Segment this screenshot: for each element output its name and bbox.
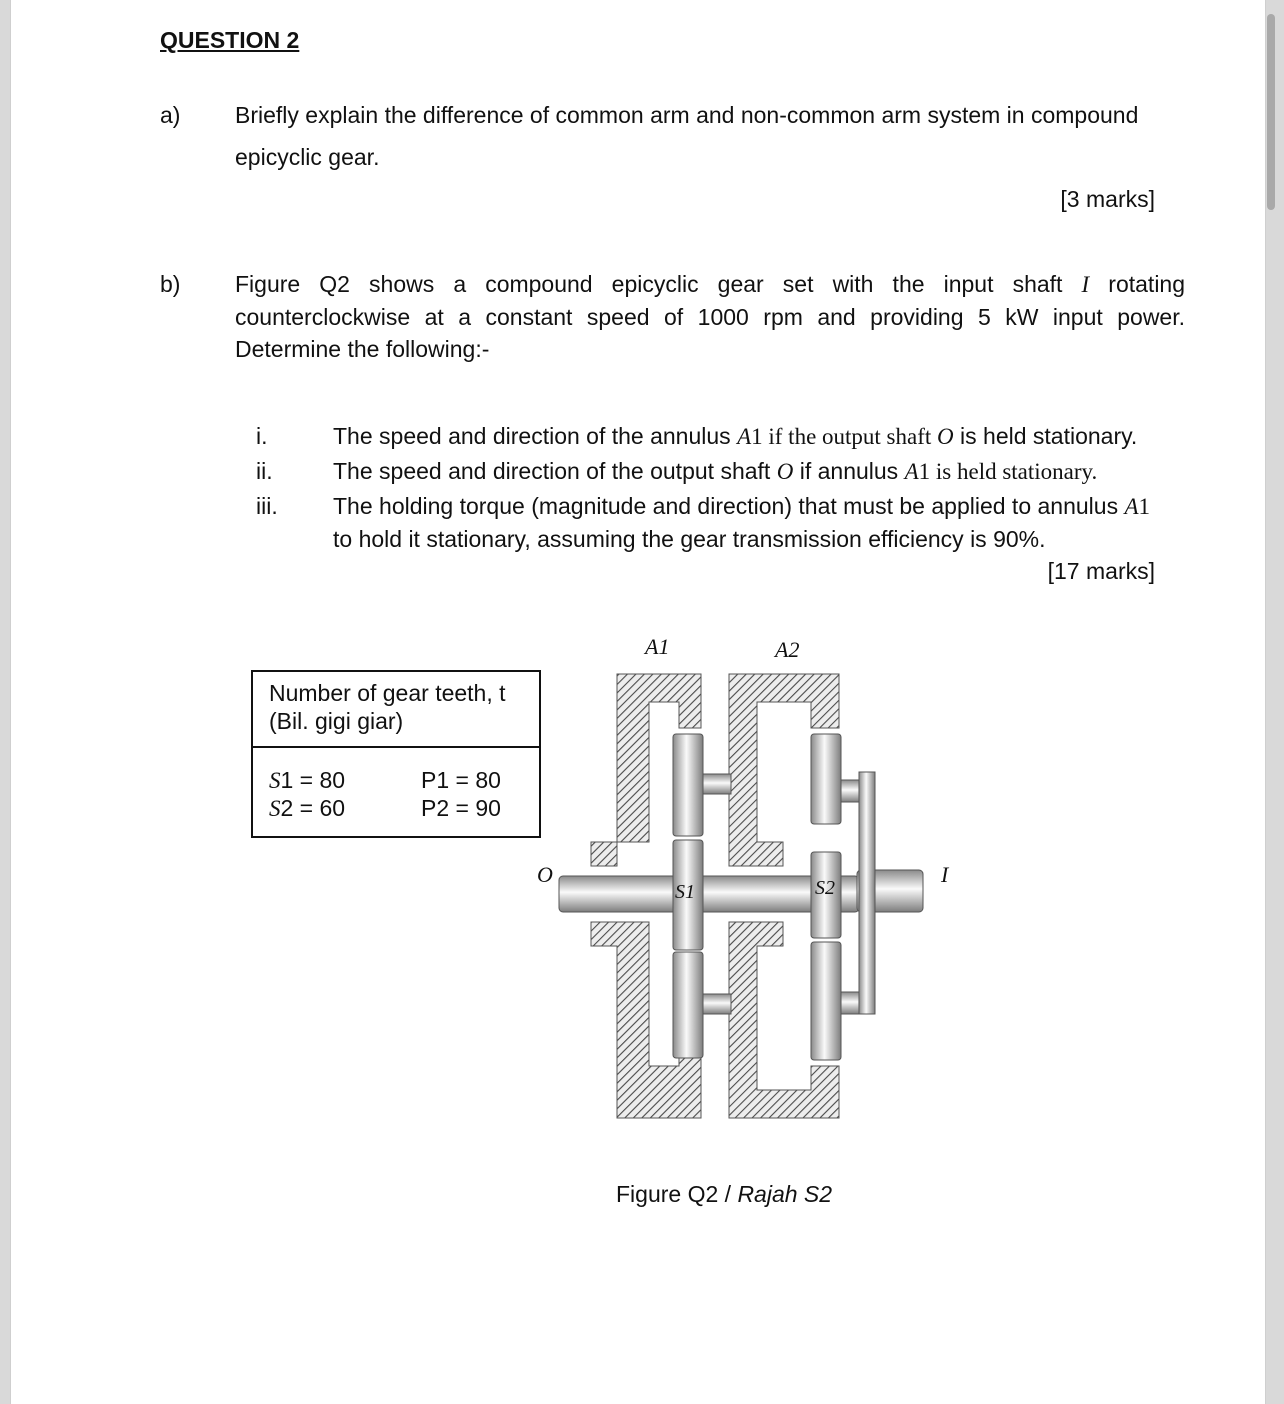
input-shaft-symbol: I bbox=[1081, 272, 1090, 297]
planet-pin-lower bbox=[701, 994, 731, 1014]
planet-p2-upper bbox=[811, 734, 841, 824]
planet-p1-upper bbox=[673, 734, 703, 836]
part-a-label: a) bbox=[160, 102, 181, 128]
item-iii-text-b: 1 bbox=[1138, 494, 1151, 519]
part-b-intro-text-1: Figure Q2 shows a compound epicyclic gear set with the input shaft bbox=[235, 271, 1063, 297]
item-i-text-a: The speed and direction of the annulus bbox=[333, 423, 738, 449]
item-ii-number: ii. bbox=[256, 458, 273, 484]
part-b-intro-text-2: rotating counterclockwise at a constant speed of 1000 rpm and providing 5 kW input power. Determine the following:- bbox=[235, 271, 1186, 362]
teeth-s1-symbol: S bbox=[269, 768, 281, 793]
part-b-label: b) bbox=[160, 271, 181, 297]
teeth-s1 bbox=[269, 766, 345, 795]
figure-caption-italic: Rajah S2 bbox=[737, 1181, 833, 1207]
label-o: O bbox=[537, 862, 553, 887]
scrollbar-thumb[interactable] bbox=[1267, 14, 1275, 210]
label-i: I bbox=[941, 862, 949, 887]
item-iii-text bbox=[333, 490, 1185, 555]
item-i-text-c: is held stationary. bbox=[953, 423, 1138, 449]
carrier-pin-upper bbox=[839, 780, 861, 802]
item-ii-text bbox=[333, 455, 1185, 488]
item-i-text bbox=[333, 420, 1185, 453]
part-b-marks: [17 marks] bbox=[1047, 558, 1155, 584]
label-s2: S2 bbox=[815, 877, 835, 899]
label-a1: A1 bbox=[645, 634, 670, 659]
gear-teeth-header-line1: Number of gear teeth, t bbox=[269, 680, 506, 706]
question-title: QUESTION 2 bbox=[160, 27, 300, 53]
item-ii-text-b: if annulus bbox=[793, 458, 905, 484]
gear-teeth-table-header bbox=[253, 672, 539, 748]
planet-p2-lower bbox=[811, 942, 841, 1060]
item-iii-annulus-symbol: A bbox=[1124, 494, 1139, 519]
item-iii-number: iii. bbox=[256, 493, 278, 519]
part-b-intro bbox=[235, 268, 1185, 365]
teeth-s1-value: 1 = 80 bbox=[280, 767, 346, 793]
item-ii-output-symbol: O bbox=[776, 459, 794, 484]
figure-caption-main: Figure Q2 / bbox=[616, 1181, 738, 1207]
item-i-number: i. bbox=[256, 423, 268, 449]
teeth-p1: P1 = 80 bbox=[421, 767, 501, 793]
planet-p1-lower bbox=[673, 952, 703, 1058]
item-iii-text-c: to hold it stationary, assuming the gear transmission efficiency is 90%. bbox=[333, 526, 1046, 552]
item-i-output-symbol: O bbox=[937, 424, 954, 449]
teeth-p2: P2 = 90 bbox=[421, 795, 501, 821]
teeth-s2 bbox=[269, 794, 345, 823]
label-a2: A2 bbox=[775, 637, 800, 662]
teeth-s2-value: 2 = 60 bbox=[280, 795, 346, 821]
part-a-question-line2: epicyclic gear. bbox=[235, 144, 380, 170]
part-a-question-line1: Briefly explain the difference of common arm and non-common arm system in compound bbox=[235, 102, 1139, 128]
document-page bbox=[10, 0, 1266, 1404]
gear-teeth-table bbox=[251, 670, 541, 838]
figure-caption bbox=[616, 1178, 832, 1210]
teeth-s2-symbol: S bbox=[269, 796, 281, 821]
label-s1: S1 bbox=[675, 881, 695, 903]
gear-teeth-header-line2: (Bil. gigi giar) bbox=[269, 708, 404, 734]
compound-epicyclic-gear-diagram bbox=[531, 620, 971, 1140]
item-i-annulus-symbol: A bbox=[737, 424, 752, 449]
item-ii-text-a: The speed and direction of the output shaft bbox=[333, 458, 777, 484]
carrier-arm bbox=[859, 772, 875, 1014]
vertical-scrollbar[interactable] bbox=[1263, 0, 1277, 1404]
item-ii-annulus-symbol: A bbox=[904, 459, 919, 484]
item-i-text-b: 1 if the output shaft bbox=[751, 424, 938, 449]
part-a-marks: [3 marks] bbox=[1060, 186, 1155, 212]
item-iii-text-a: The holding torque (magnitude and direction) that must be applied to annulus bbox=[333, 493, 1125, 519]
planet-pin-upper bbox=[701, 774, 731, 794]
item-ii-text-c: 1 is held stationary. bbox=[918, 459, 1098, 484]
carrier-pin-lower bbox=[839, 992, 861, 1014]
